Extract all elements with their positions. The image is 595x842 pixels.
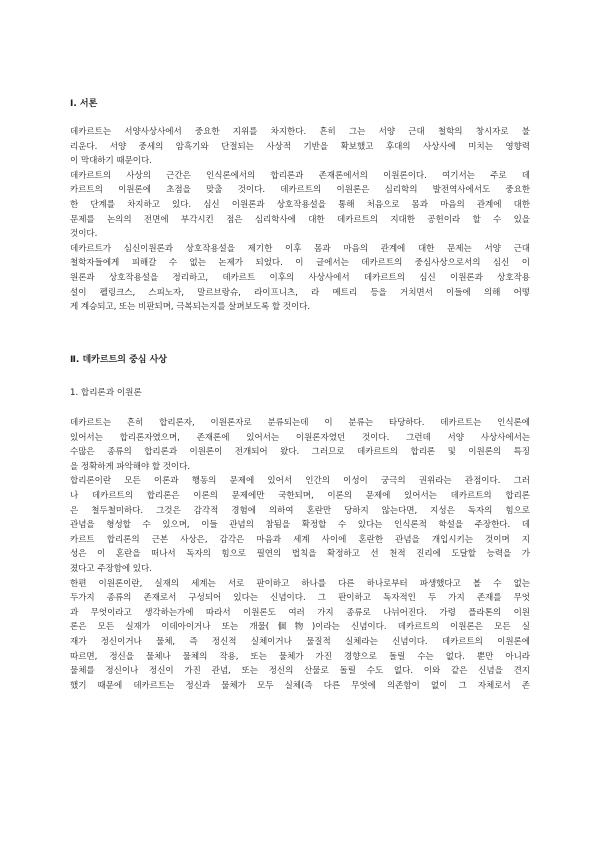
section-1-paragraph-3 (70, 242, 530, 315)
section-1-paragraph-2 (70, 169, 530, 242)
text-line: 이 막대하기 때문이다. (70, 156, 152, 167)
text-line: 리운다. 서양 중세의 암흑기와 단절되는 사상적 기반을 확보했고 후대의 사상사에 미치는 영향력 (70, 141, 530, 152)
text-line: 데카르트는 흔히 합리론자, 이원론자로 분류되는데 이 분류는 타당하다. 데카르트는 인식론에 (70, 418, 530, 428)
text-line: 데카르트가 심신이원론과 상호작용설을 제기한 이후 몸과 마음의 관계에 대한 문제는 서양 근대 (70, 243, 530, 254)
text-line: 수많은 종류의 합리론과 이원론이 전개되어 왔다. 그러므로 데카르트의 합리론 및 이원론의 특징 (70, 447, 530, 458)
section-2-heading: Ⅱ. 데카르트의 중심 사상 (70, 355, 167, 365)
text-line: 따르면, 정신을 물체나 물체의 작용, 또는 물체가 가진 경향으로 돌릴 수는 없다. 뿐만 아니라 (70, 651, 530, 662)
text-line: 철학자들에게 피해갈 수 없는 논제가 되었다. 이 글에서는 데카르트의 중심사상으로서의 심신 이 (70, 258, 530, 269)
text-line: 한편 이원론이란, 실재의 세계는 서로 판이하고 하나를 다른 하나로부터 파생했다고 볼 수 없는 (70, 578, 530, 589)
text-line: 합리론이란 모든 이론과 행동의 문제에 있어서 인간의 이성이 궁극의 권위라는 관점이다. 그러 (70, 476, 530, 487)
text-line: 데카르트는 서양사상사에서 중요한 지위를 차지한다. 흔히 그는 서양 근대 철학의 창시자로 불 (70, 127, 530, 137)
section-2-paragraph-3 (70, 577, 530, 694)
text-line: 한 단계를 차지하고 있다. 심신 이원론과 상호작용설을 통해 처음으로 몸과 마음의 관계에 대한 (70, 199, 530, 210)
text-line: 과 무엇이라고 생각하는가에 따라서 이원론도 여러 가지 종류로 나뉘어진다. 가령 플라톤의 이원 (70, 607, 530, 618)
text-line: 물체를 정신이나 정신이 가진 관념, 또는 정신의 산물로 돌릴 수도 없다. 이와 같은 신념을 견지 (70, 666, 530, 677)
text-line: 카르트의 이원론에 초점을 맞출 것이다. 데카르트의 이원론은 심리학의 발전역사에서도 중요한 (70, 185, 530, 196)
text-line: 성은 이 혼란을 떠나서 독자의 힘으로 필연의 법칙을 확정하고 선 천적 진리에 도달할 능력을 가 (70, 549, 530, 560)
text-line: 나 데카르트의 합리론은 이론의 문제에만 국한되며, 이론의 문제에 있어서는 데카르트의 합리론 (70, 490, 530, 501)
section-2-paragraph-2 (70, 474, 530, 576)
text-line: 원론과 상호작용설을 정리하고, 데카르트 이후의 사상사에서 데카르트의 심신 이원론과 상호작용 (70, 272, 530, 283)
section-1-heading: Ⅰ. 서론 (70, 99, 98, 109)
text-line: 론은 모든 실재가 이데아이거나 또는 개물(個物)이라는 신념이다. 데카르트의 이원론은 모든 실 (70, 622, 530, 633)
text-line: 했기 때문에 데카르트는 정신과 물체가 모두 실체(즉 다른 무엇에 의존함이 없이 그 자체로서 존 (70, 680, 530, 691)
section-2-subheading: 1. 합리론과 이원론 (70, 388, 142, 398)
text-line: 은 철두철미하다. 그것은 감각적 경험에 의하여 혼란만 당하지 않는다면, 지성은 독자의 힘으로 (70, 505, 530, 516)
text-line: 카르트 합리론의 근본 사상은, 감각은 마음과 세계 사이에 혼란한 관념을 개입시키는 것이며 지 (70, 534, 530, 545)
text-line: 게 계승되고, 또는 비판되며, 극복되는지를 살펴보도록 할 것이다. (70, 302, 311, 313)
text-line: 을 정확하게 파악해야 할 것이다. (70, 461, 191, 472)
text-line: 문제를 논의의 전면에 부각시킨 점은 심리학사에 대한 데카르트의 지대한 공헌이라 할 수 있을 (70, 214, 530, 225)
text-line: 것이다. (70, 229, 98, 240)
text-line: 데카르트의 사상의 근간은 인식론에서의 합리론과 존재론에서의 이원론이다. 여기서는 주로 데 (70, 170, 530, 181)
text-line: 설이 펠링크스, 스피노자, 말르브랑슈, 라이프니츠, 라 메트리 등을 거치면서 이들에 의해 어떻 (70, 287, 530, 298)
text-line: 있어서는 합리론자였으며, 존재론에 있어서는 이원론자였던 것이다. 그런데 서양 사상사에서는 (70, 432, 530, 443)
text-line: 재가 정신이거나 물체, 즉 정신적 실체이거나 물질적 실체라는 신념이다. 데카르트의 이원론에 (70, 636, 530, 647)
text-line: 졌다고 주장함에 있다. (70, 563, 152, 574)
text-line: 관념을 형성할 수 있으며, 이들 관념의 참됨을 확정할 수 있다는 인식론적 학설을 주장한다. 데 (70, 520, 530, 531)
section-1-paragraph-1 (70, 125, 530, 169)
section-2-paragraph-1 (70, 416, 530, 474)
text-line: 두가지 종류의 존재로서 구성되어 있다는 신념이다. 그 판이하고 독자적인 두 가지 존재를 무엇 (70, 593, 530, 604)
